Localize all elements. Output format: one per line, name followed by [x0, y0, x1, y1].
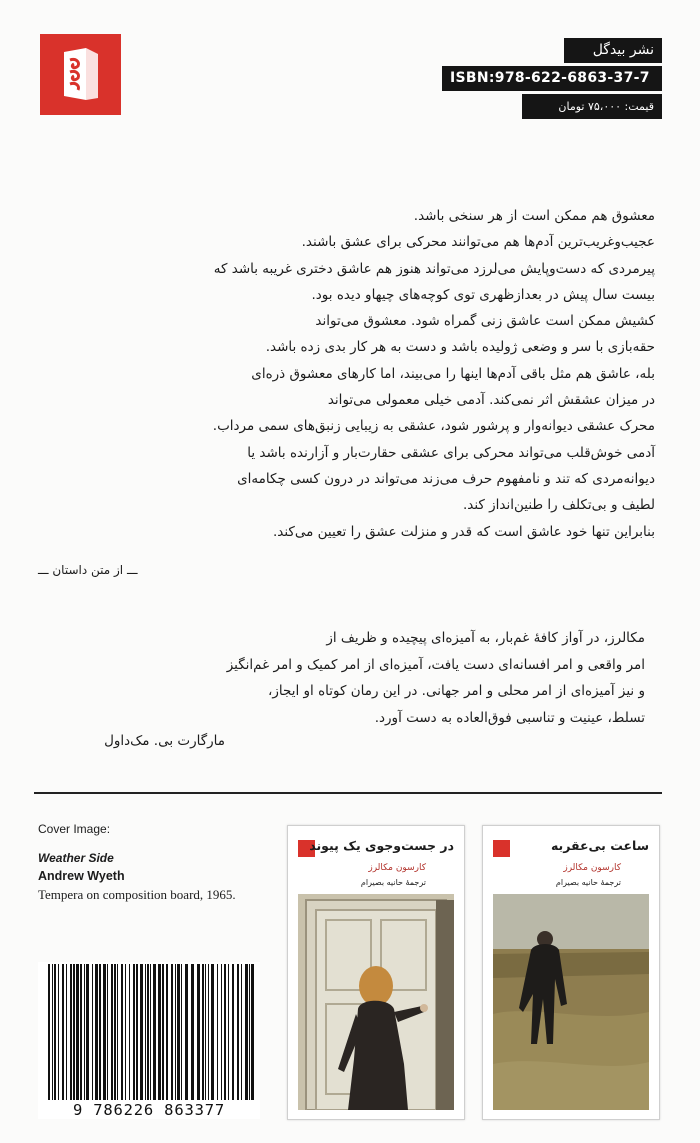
excerpt-line: بنابراین تنها خود عاشق است که قدر و منزلت عشق را تعیین می‌کند. — [272, 523, 655, 540]
book-logo-icon — [40, 34, 121, 115]
barcode-digits: 9 786226 863377 — [73, 1101, 225, 1119]
quote-line: امر واقعی و امر افسانه‌ای دست یافت، آمیزه‌ای از امر کمیک و امر غم‌انگیز — [226, 656, 645, 673]
excerpt-line: حقه‌بازی با سر و وضعی ژولیده باشد و دست به هر کار بدی زده باشد. — [265, 339, 655, 356]
book-author: کارسون مکالرز — [368, 863, 426, 873]
excerpt-line: دیوانه‌مردی که تند و نامفهوم حرف می‌زند می‌تواند در درون کسی چکامه‌ای — [237, 470, 655, 487]
excerpt-line: معشوق هم ممکن است از هر سنخی باشد. — [413, 208, 655, 224]
critic-quote — [125, 625, 645, 731]
excerpt-source: ـــ از متن داستان ـــ — [38, 563, 138, 577]
publisher-mini-logo — [493, 840, 510, 857]
artwork-title: Weather Side — [38, 850, 114, 865]
related-book-cover — [287, 825, 465, 1120]
excerpt-line: بله، عاشق هم مثل باقی آدم‌ها اینها را می‌بیند، اما کارهای معشوق ذره‌ای — [251, 365, 655, 382]
excerpt-line: بیست سال پیش در بعدازظهری توی کوچه‌های چیهاو دیده بود. — [311, 286, 655, 303]
isbn-label: ISBN:978-622-6863-37-7 — [442, 66, 662, 91]
publisher-logo — [40, 34, 121, 115]
price-label: قیمت: ۷۵،۰۰۰ تومان — [522, 94, 662, 119]
book-author: کارسون مکالرز — [563, 863, 621, 873]
quote-line: مکالرز، در آواز کافهٔ غم‌بار، به آمیزه‌ای پیچیده و ظریف از — [326, 630, 645, 646]
book-excerpt — [212, 203, 655, 545]
cover-image-label: Cover Image: — [38, 822, 111, 836]
excerpt-line: کشیش ممکن است عاشق زنی گمراه شود. معشوق می‌تواند — [315, 313, 655, 330]
excerpt-line: در میزان عشقش اثر نمی‌کند. آدمی خیلی معمولی می‌تواند — [327, 392, 655, 409]
quote-author: مارگارت بی. مک‌داول — [104, 733, 225, 749]
book-translator: ترجمهٔ حانیه بصیرام — [555, 878, 621, 887]
quote-line: تسلط، عینیت و تناسبی فوق‌العاده به دست آورد. — [374, 709, 645, 726]
barcode-icon — [38, 962, 260, 1102]
isbn-barcode — [38, 962, 260, 1119]
girl-at-door-painting — [298, 894, 454, 1110]
excerpt-line: آدمی خوش‌قلب می‌تواند محرکی برای عشقی حقارت‌بار و آزارنده باشد یا — [247, 444, 655, 461]
divider — [34, 792, 662, 794]
book-translator: ترجمهٔ حانیه بصیرام — [360, 878, 426, 887]
excerpt-line: لطیف و بی‌تکلف را طنین‌انداز کند. — [462, 497, 655, 514]
man-in-field-painting — [493, 894, 649, 1110]
artist-name: Andrew Wyeth — [38, 869, 125, 883]
excerpt-line: عجیب‌وغریب‌ترین آدم‌ها هم می‌توانند محرکی برای عشق باشند. — [301, 234, 655, 251]
related-book-cover — [482, 825, 660, 1120]
excerpt-line: پیرمردی که دست‌وپایش می‌لرزد می‌تواند هنوز هم عاشق دختری غریبه باشد که — [213, 260, 655, 277]
publisher-info — [442, 38, 662, 122]
cover-credits — [38, 820, 236, 904]
book-title: در جست‌وجوی یک پیوند — [309, 838, 454, 853]
publisher-name: نشر بیدگل — [564, 38, 662, 63]
excerpt-line: محرک عشقی دیوانه‌وار و پرشور شود، عشقی به زیبایی زنبق‌های سمی مرداب. — [212, 418, 655, 435]
quote-line: و نیز آمیزه‌ای از امر محلی و امر جهانی. در این رمان کوتاه او ایجاز، — [268, 683, 645, 699]
book-title: ساعت بی‌عقربه — [550, 838, 649, 853]
artwork-medium: Tempera on composition board, 1965. — [38, 886, 236, 902]
